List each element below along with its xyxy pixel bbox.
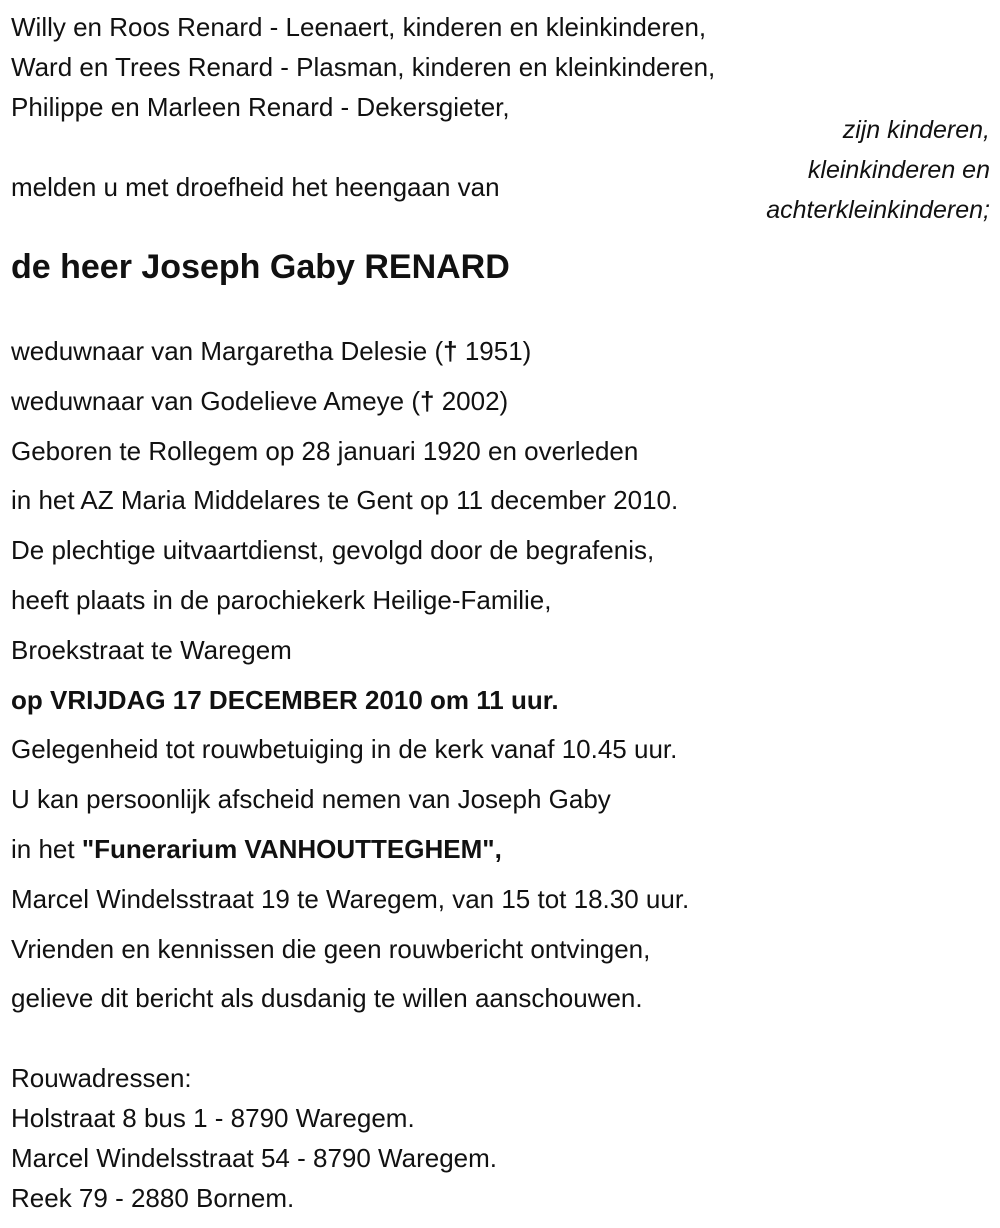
- text: weduwnaar van Margaretha Delesie (: [11, 336, 444, 366]
- service-line: heeft plaats in de parochiekerk Heilige-Familie,: [11, 584, 552, 615]
- farewell-line: Marcel Windelsstraat 19 te Waregem, van 15 tot 18.30 uur.: [11, 883, 690, 914]
- date-text: op VRIJDAG 17 DECEMBER 2010 om 11 uur.: [11, 684, 559, 715]
- addresses-label: Rouwadressen:: [11, 1063, 192, 1093]
- family-line: Philippe en Marleen Renard - Dekersgieter,: [11, 92, 510, 122]
- addresses: [11, 1058, 497, 1218]
- cross-icon: †: [443, 336, 458, 366]
- address-item: Marcel Windelsstraat 54 - 8790 Waregem.: [11, 1143, 498, 1173]
- farewell-line: [11, 825, 689, 875]
- text: 2002): [434, 385, 509, 416]
- friends-line: Vrienden en kennissen die geen rouwbericht ontvingen,: [11, 933, 651, 964]
- service-line: De plechtige uitvaartdienst, gevolgd door de begrafenis,: [11, 535, 655, 566]
- relatives-line: kleinkinderen en: [807, 156, 990, 184]
- family-line: Ward en Trees Renard - Plasman, kinderen en kleinkinderen,: [11, 52, 716, 82]
- text: weduwnaar van Godelieve Ameye (: [11, 385, 421, 416]
- address-item: Reek 79 - 2880 Bornem.: [11, 1183, 295, 1213]
- text: 1951): [457, 336, 532, 366]
- relatives-line: zijn kinderen,: [842, 116, 990, 144]
- cross-icon: †: [420, 385, 435, 416]
- born-line: Geboren te Rollegem op 28 januari 1920 en overleden: [11, 435, 639, 466]
- service-line: Broekstraat te Waregem: [11, 634, 292, 665]
- widower-line-2: [11, 377, 689, 427]
- obituary-body: [11, 327, 689, 1024]
- friends-line: gelieve dit bericht als dusdanig te willen aanschouwen.: [11, 983, 643, 1014]
- families-list: [11, 7, 715, 127]
- funeral-home: "Funerarium VANHOUTTEGHEM",: [81, 833, 502, 864]
- service-date: [11, 676, 689, 726]
- farewell-line: U kan persoonlijk afscheid nemen van Joseph Gaby: [11, 784, 611, 815]
- widower-line-1: [11, 327, 689, 377]
- family-line: Willy en Roos Renard - Leenaert, kinderen en kleinkinderen,: [11, 12, 707, 42]
- died-line: in het AZ Maria Middelares te Gent op 11 december 2010.: [11, 485, 679, 516]
- announcement: melden u met droefheid het heengaan van: [11, 172, 500, 202]
- relatives-note: [766, 110, 990, 230]
- relatives-line: achterkleinkinderen;: [766, 196, 990, 224]
- deceased-name: de heer Joseph Gaby RENARD: [11, 248, 510, 286]
- condolence-line: Gelegenheid tot rouwbetuiging in de kerk vanaf 10.45 uur.: [11, 734, 678, 765]
- text: in het: [11, 833, 82, 864]
- address-item: Holstraat 8 bus 1 - 8790 Waregem.: [11, 1103, 415, 1133]
